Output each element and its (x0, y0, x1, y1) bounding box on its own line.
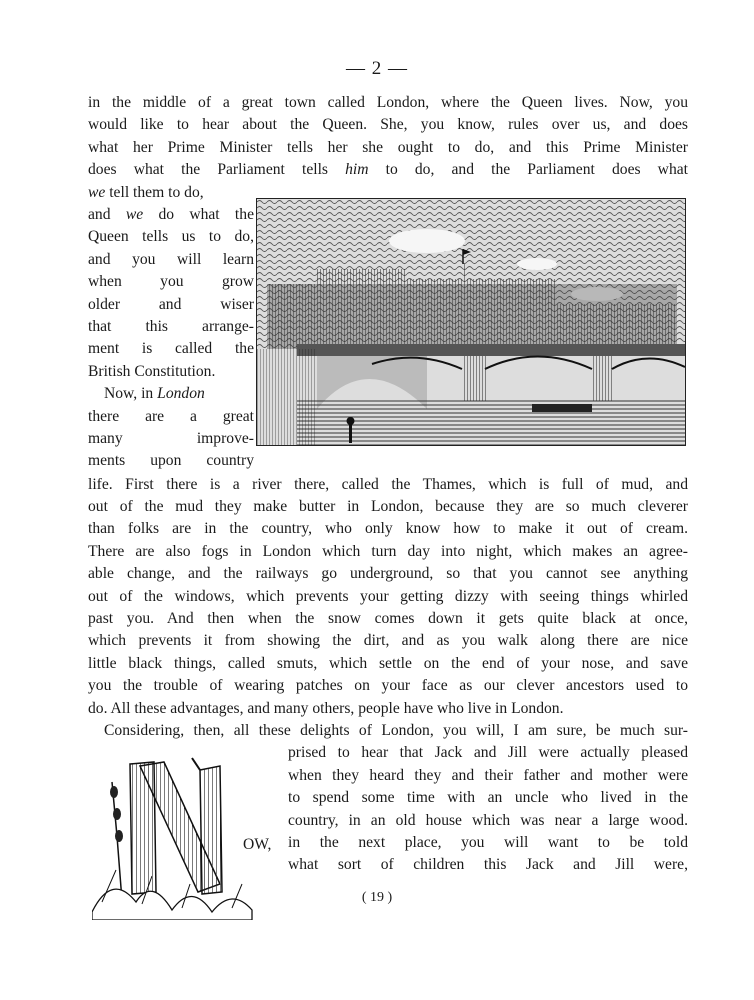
dropcap-continuation: OW, (243, 836, 272, 853)
text-line: and you will learn (88, 250, 254, 268)
text-line: what sort of children this Jack and Jill were, (288, 856, 688, 874)
bridge-illustration (256, 198, 686, 446)
text-line: when they heard they and their father and mother were (288, 766, 688, 784)
text-line: many improve- (88, 429, 254, 447)
text-line: than folks are in the country, who only know how to make it out of cream. (88, 520, 688, 538)
text-line: what her Prime Minister tells her she ought to do, and this Prime Minister (88, 138, 688, 156)
text-line: country, in an old house which was near a large wood. (288, 811, 688, 829)
text-line: you the trouble of wearing patches on your face as our clever ancestors used to (88, 677, 688, 695)
text-column-side (88, 182, 254, 473)
text-column-dropcap (288, 742, 688, 876)
text-line: ments upon country (88, 452, 254, 470)
text-line: when you grow (88, 273, 254, 291)
text-line: in the middle of a great town called London, where the Queen lives. Now, you (88, 94, 688, 111)
text-line: and we do what the (88, 205, 254, 223)
text-line: that this arrange- (88, 317, 254, 335)
emphasis-him: him (345, 161, 369, 179)
text-block-middle (88, 474, 688, 743)
text-line: do. All these advantages, and many others, people have who live in London. (88, 699, 564, 717)
text-line: older and wiser (88, 295, 254, 313)
text-line: British Constitution. (88, 362, 216, 380)
page-number: — 2 — (346, 58, 408, 79)
text-line: which prevents it from showing the dirt, and as you walk along there are nice (88, 632, 688, 650)
text-line: past you. And then when the snow comes down it gets quite black at once, (88, 609, 688, 627)
text-block-top (88, 92, 688, 182)
text-line: ment is called the (88, 340, 254, 358)
text-line: to spend some time with an uncle who lived in the (288, 789, 688, 807)
engraving-svg (257, 199, 685, 445)
text-line: Now, in London (104, 385, 205, 403)
text-line: out of the windows, which prevents your getting dizzy with seeing things whirled (88, 587, 688, 605)
text-line: Considering, then, all these delights of London, you will, I am sure, be much sur- (104, 721, 688, 739)
text-line: little black things, called smuts, which settle on the end of your nose, and save (88, 654, 688, 672)
text-line: There are also fogs in London which turn day into night, which makes an agree- (88, 542, 688, 560)
text-line: in the next place, you will want to be told (288, 833, 688, 851)
text-line: life. First there is a river there, called the Thames, which is full of mud, and (88, 475, 688, 493)
text-line: prised to hear that Jack and Jill were actually pleased (288, 744, 688, 762)
text-line: Queen tells us to do, (88, 228, 254, 246)
text-line: there are a great (88, 407, 254, 425)
text-line: does what the Parliament tells him to do, and the Parliament does what (88, 161, 688, 179)
footer-page-number: ( 19 ) (361, 890, 393, 905)
text-line: we tell them to do, (88, 183, 204, 201)
text-line: able change, and the railways go underground, so that you cannot see anything (88, 565, 688, 583)
text-line: would like to hear about the Queen. She, you know, rules over us, and does (88, 116, 688, 134)
text-line: out of the mud they make butter in London, because they are so much cleverer (88, 497, 688, 515)
